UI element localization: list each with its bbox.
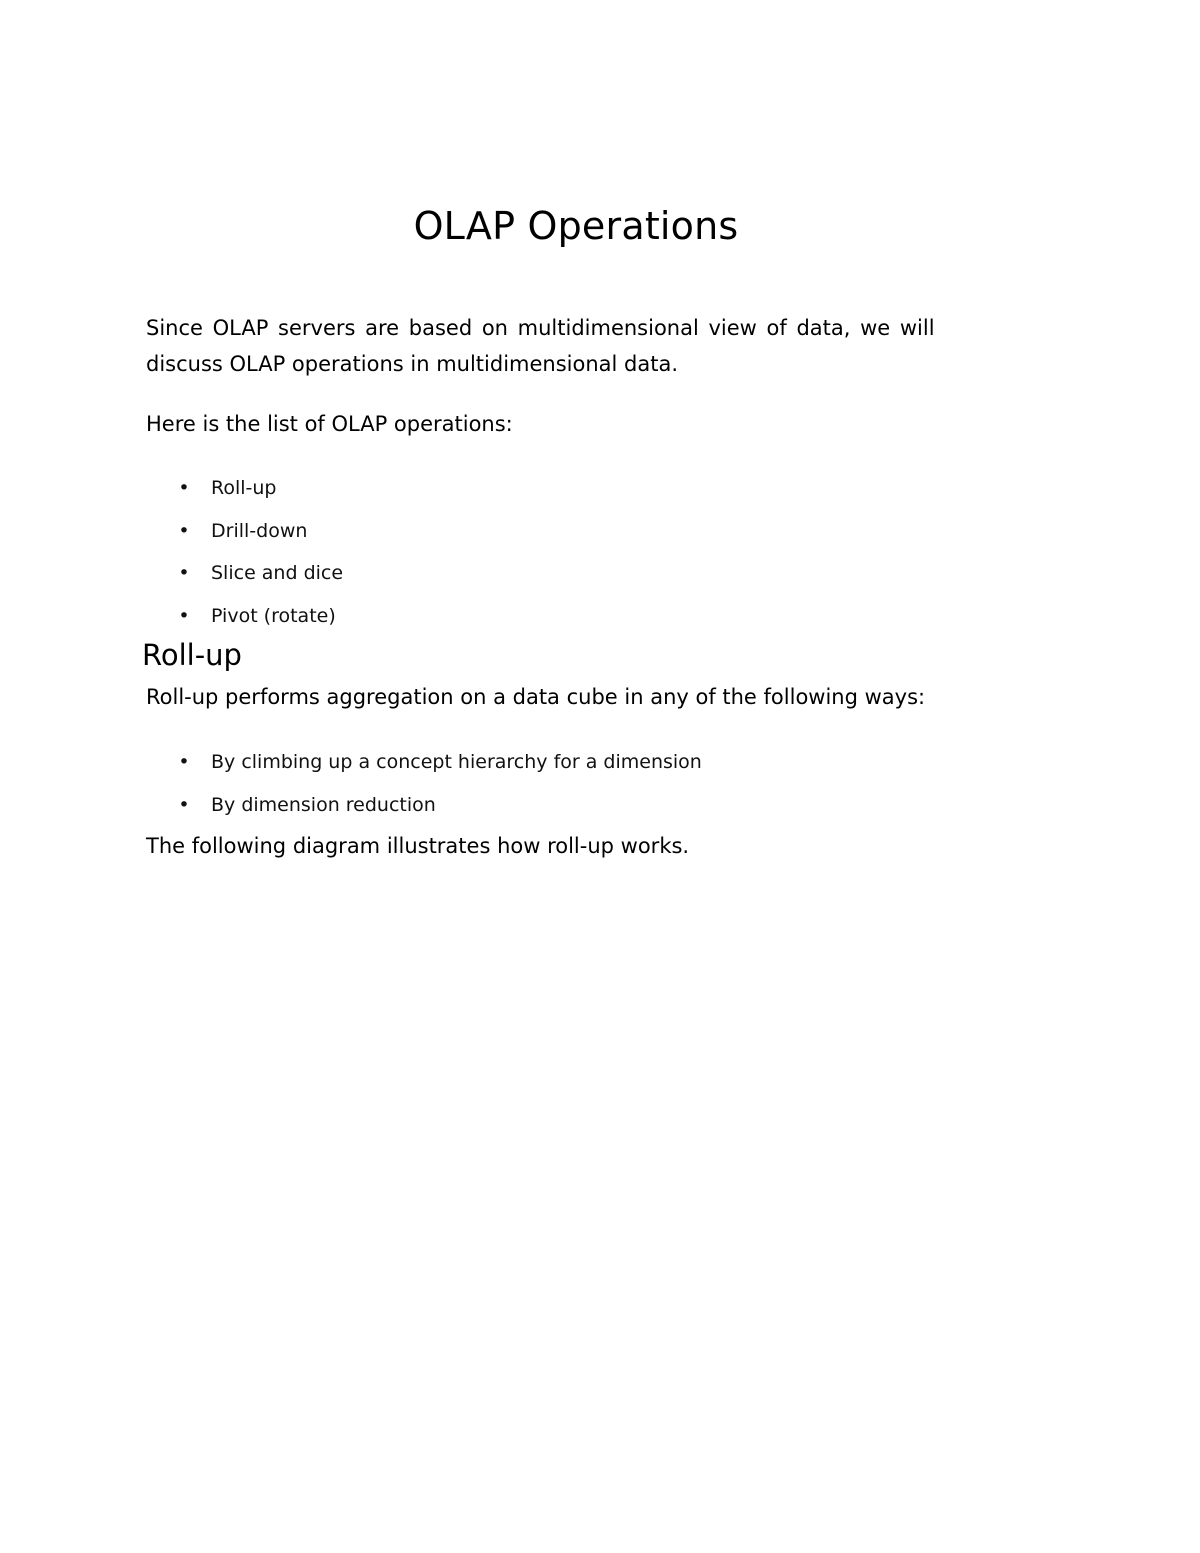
list-item xyxy=(146,473,343,516)
bullet-icon: • xyxy=(178,604,190,627)
bullet-icon: • xyxy=(178,751,190,773)
page-title: OLAP Operations xyxy=(413,204,739,248)
list-item-label: Drill-down xyxy=(211,519,308,542)
bullet-icon: • xyxy=(178,477,190,499)
list-item xyxy=(146,747,702,790)
bullet-icon: • xyxy=(178,519,190,542)
list-item-label: By climbing up a concept hierarchy for a dimension xyxy=(211,751,702,773)
rollup-description: Roll-up performs aggregation on a data cube in any of the following ways: xyxy=(146,685,926,709)
intro-line-1: Since OLAP servers are based on multidimensional view of data, we will xyxy=(146,316,935,340)
list-item xyxy=(146,558,343,601)
operations-list xyxy=(146,473,343,643)
bullet-icon: • xyxy=(178,562,190,584)
list-intro-text: Here is the list of OLAP operations: xyxy=(146,412,513,436)
list-item-label: Slice and dice xyxy=(211,562,344,584)
intro-paragraph xyxy=(146,310,1052,382)
rollup-ways-list xyxy=(146,747,702,832)
list-item xyxy=(146,790,702,833)
list-item-label: Roll-up xyxy=(211,477,277,499)
list-item-label: Pivot (rotate) xyxy=(211,604,336,627)
intro-line-2: discuss OLAP operations in multidimensional data. xyxy=(146,352,679,376)
diagram-caption: The following diagram illustrates how roll-up works. xyxy=(146,834,690,858)
list-item-label: By dimension reduction xyxy=(211,793,436,816)
bullet-icon: • xyxy=(178,793,190,816)
rollup-heading: Roll-up xyxy=(142,638,242,672)
list-item xyxy=(146,516,343,559)
